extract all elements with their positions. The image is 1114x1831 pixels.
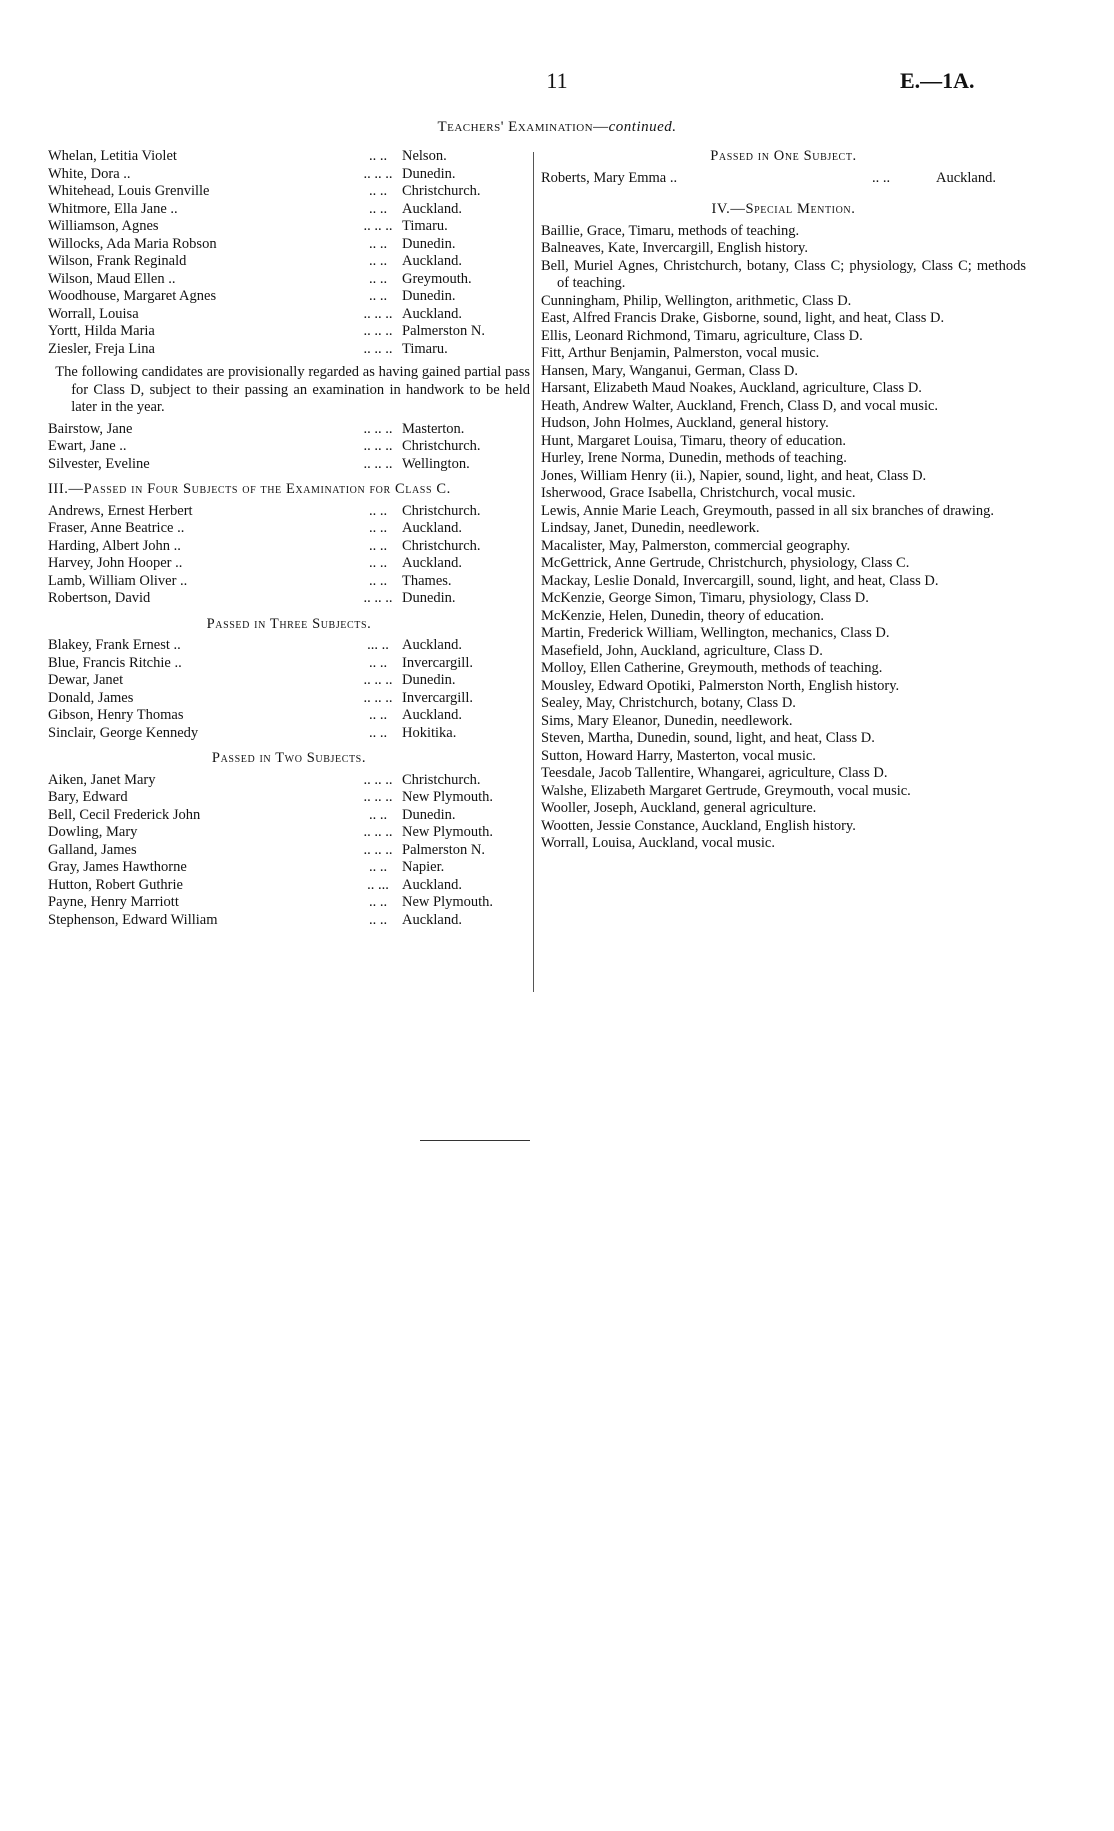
entry-leader: .. .. <box>368 707 388 723</box>
list-entry <box>48 503 530 521</box>
entry-name: Stephenson, Edward William <box>48 911 218 928</box>
list-entry <box>48 148 530 166</box>
entry-leader: .. .. .. <box>363 771 393 788</box>
column-divider <box>533 152 534 992</box>
special-mention-entry: Mousley, Edward Opotiki, Palmerston North, English history. <box>541 677 900 694</box>
special-mention-entry: McKenzie, George Simon, Timaru, physiology, Class D. <box>541 590 869 606</box>
list-entry <box>48 438 530 456</box>
special-mention-entry: Walshe, Elizabeth Margaret Gertrude, Greymouth, vocal music. <box>541 782 911 799</box>
list-entry <box>48 183 530 201</box>
entry-place: Auckland. <box>402 253 462 269</box>
entry-leader: .. .. <box>368 911 388 928</box>
entry-name: Williamson, Agnes <box>48 218 159 234</box>
entry-place: Christchurch. <box>402 502 481 519</box>
entry-leader: .. .. <box>368 724 388 741</box>
entry-place: Dunedin. <box>402 590 456 606</box>
list-entry <box>48 894 530 912</box>
entry-leader: .. .. <box>368 200 388 217</box>
entry-place: Christchurch. <box>402 771 481 788</box>
entry-place: Auckland. <box>402 305 462 322</box>
section-title-continued: continued. <box>608 119 677 135</box>
special-mention-entry: Jones, William Henry (ii.), Napier, sound, light, and heat, Class D. <box>541 467 927 484</box>
list-entry <box>48 725 530 743</box>
entry-leader: .. .. .. <box>363 590 393 606</box>
entry-place: Christchurch. <box>402 183 481 199</box>
entry-name: Bell, Cecil Frederick John <box>48 806 201 823</box>
entry-leader: ... .. <box>367 637 389 653</box>
special-mention-entry: Hunt, Margaret Louisa, Timaru, theory of education. <box>541 432 846 449</box>
entry-name: Harding, Albert John .. <box>48 537 181 554</box>
one-subject-heading: Passed in One Subject. <box>710 148 857 164</box>
entry-name: Whitmore, Ella Jane .. <box>48 200 178 217</box>
entry-leader: .. .. <box>368 502 388 519</box>
special-mention-entry: Sealey, May, Christchurch, botany, Class D. <box>541 695 796 711</box>
list-entry <box>48 789 530 807</box>
special-mention-entry: Sims, Mary Eleanor, Dunedin, needlework. <box>541 712 793 729</box>
page-number: 11 <box>546 68 568 93</box>
entry-name: Wilson, Maud Ellen .. <box>48 270 176 287</box>
special-mention-entry: Teesdale, Jacob Tallentire, Whangarei, agriculture, Class D. <box>541 765 888 781</box>
entry-name: Whelan, Letitia Violet <box>48 148 177 164</box>
entry-name: Whitehead, Louis Grenville <box>48 183 210 199</box>
entry-leader: .. .. <box>368 288 388 304</box>
partial-pass-list <box>48 421 530 474</box>
two-subjects-list <box>48 772 530 930</box>
list-entry <box>48 555 530 573</box>
entry-leader: .. .. <box>368 859 388 875</box>
entry-leader: .. .. .. <box>363 340 393 357</box>
entry-place: Dunedin. <box>402 288 456 304</box>
list-entry <box>48 253 530 271</box>
list-entry <box>48 573 530 591</box>
entry-leader: .. .. <box>368 806 388 823</box>
entry-name: Ewart, Jane .. <box>48 438 127 454</box>
special-mention-entry: Balneaves, Kate, Invercargill, English history. <box>541 240 808 256</box>
special-mention-entry: Baillie, Grace, Timaru, methods of teaching. <box>541 222 800 239</box>
special-mention-list <box>541 223 1026 853</box>
entry-name: Aiken, Janet Mary <box>48 771 156 788</box>
special-mention-entry: Hurley, Irene Norma, Dunedin, methods of teaching. <box>541 450 847 466</box>
entry-place: Dunedin. <box>402 165 456 182</box>
special-mention-entry: Fitt, Arthur Benjamin, Palmerston, vocal music. <box>541 345 820 361</box>
entry-place: Invercargill. <box>402 689 473 706</box>
list-entry <box>48 672 530 690</box>
entry-place: Auckland. <box>402 555 462 571</box>
special-mention-entry: Sutton, Howard Harry, Masterton, vocal music. <box>541 747 816 764</box>
list-entry <box>48 842 530 860</box>
entry-name: Andrews, Ernest Herbert <box>48 502 193 519</box>
special-mention-entry: Martin, Frederick William, Wellington, mechanics, Class D. <box>541 625 890 641</box>
entry-leader: .. .. <box>368 183 388 199</box>
entry-leader: .. .. .. <box>363 841 393 858</box>
entry-name: Roberts, Mary Emma .. <box>541 169 678 186</box>
left-column <box>48 148 530 929</box>
list-entry <box>48 323 530 341</box>
entry-place: Auckland. <box>402 200 462 217</box>
special-mention-entry: Ellis, Leonard Richmond, Timaru, agriculture, Class D. <box>541 327 863 344</box>
entry-leader: .. .. .. <box>363 455 393 472</box>
special-mention-entry: McGettrick, Anne Gertrude, Christchurch, physiology, Class C. <box>541 555 910 571</box>
document-code: E.—1A. <box>900 68 975 93</box>
entry-place: Masterton. <box>402 420 465 437</box>
entry-leader: .. .. .. <box>363 218 393 234</box>
list-entry <box>48 271 530 289</box>
entry-leader: .. .. <box>368 572 388 589</box>
entry-place: Auckland. <box>402 520 462 536</box>
list-entry <box>48 306 530 324</box>
special-mention-entry: Lindsay, Janet, Dunedin, needlework. <box>541 520 760 536</box>
list-entry <box>48 520 530 538</box>
three-subjects-heading: Passed in Three Subjects. <box>206 615 372 632</box>
entry-leader: .. .. <box>368 537 388 554</box>
entry-name: Woodhouse, Margaret Agnes <box>48 288 217 304</box>
special-mention-entry: McKenzie, Helen, Dunedin, theory of education. <box>541 607 825 624</box>
entry-place: Timaru. <box>402 340 448 357</box>
list-entry <box>48 201 530 219</box>
special-mention-entry: Hansen, Mary, Wanganui, German, Class D. <box>541 362 798 379</box>
four-subjects-list <box>48 503 530 608</box>
list-entry <box>48 590 530 608</box>
right-column <box>541 148 1026 853</box>
entry-place: New Plymouth. <box>402 824 494 840</box>
entry-name: Yortt, Hilda Maria <box>48 323 155 339</box>
special-mention-entry: Harsant, Elizabeth Maud Noakes, Auckland, agriculture, Class D. <box>541 380 922 396</box>
entry-leader: .. .. <box>368 148 388 164</box>
entry-leader: .. .. .. <box>363 165 393 182</box>
list-entry <box>48 456 530 474</box>
section-title-text: Teachers' Examination— <box>437 119 609 135</box>
special-mention-entry: Mackay, Leslie Donald, Invercargill, sound, light, and heat, Class D. <box>541 572 939 589</box>
entry-name: Blakey, Frank Ernest .. <box>48 637 181 653</box>
list-entry <box>48 637 530 655</box>
entry-name: Bairstow, Jane <box>48 420 133 437</box>
special-mention-entry: Wooller, Joseph, Auckland, general agriculture. <box>541 800 817 816</box>
entry-place: Thames. <box>402 572 452 589</box>
entry-leader: .. .. .. <box>363 789 393 805</box>
entry-place: Hokitika. <box>402 724 457 741</box>
entry-place: Auckland. <box>936 169 996 186</box>
one-subject-entry <box>541 170 1026 188</box>
entry-name: Fraser, Anne Beatrice .. <box>48 520 185 536</box>
special-mention-entry: Cunningham, Philip, Wellington, arithmetic, Class D. <box>541 292 852 309</box>
special-mention-entry: Lewis, Annie Marie Leach, Greymouth, passed in all six branches of drawing. <box>541 502 994 519</box>
list-entry <box>48 807 530 825</box>
entry-leader: .. ... <box>367 876 389 893</box>
four-subjects-heading: III.—Passed in Four Subjects of the Examination for Class C. <box>48 481 451 497</box>
two-subjects-heading: Passed in Two Subjects. <box>211 750 367 766</box>
entry-name: Hutton, Robert Guthrie <box>48 876 183 893</box>
entry-place: Christchurch. <box>402 438 481 454</box>
entry-leader: .. .. .. <box>363 323 393 339</box>
special-mention-entry: Masefield, John, Auckland, agriculture, Class D. <box>541 642 823 659</box>
entry-name: Worrall, Louisa <box>48 305 139 322</box>
entry-name: Dewar, Janet <box>48 672 124 688</box>
entry-leader: .. .. <box>368 253 388 269</box>
entry-place: Palmerston N. <box>402 841 485 858</box>
list-entry <box>48 655 530 673</box>
entry-leader: .. .. <box>368 555 388 571</box>
list-entry <box>48 707 530 725</box>
entry-leader: .. .. .. <box>363 689 393 706</box>
special-mention-entry: Worrall, Louisa, Auckland, vocal music. <box>541 835 775 851</box>
entry-leader: .. .. <box>368 270 388 287</box>
entry-place: Auckland. <box>402 911 462 928</box>
end-rule <box>420 1140 530 1141</box>
entry-place: Greymouth. <box>402 270 472 287</box>
list-entry <box>48 824 530 842</box>
list-entry <box>48 538 530 556</box>
entry-leader: .. .. <box>368 654 388 671</box>
entry-name: Donald, James <box>48 689 134 706</box>
entry-leader: .. .. .. <box>363 420 393 437</box>
special-mention-entry: Steven, Martha, Dunedin, sound, light, and heat, Class D. <box>541 730 875 746</box>
entry-place: Nelson. <box>402 148 447 164</box>
entry-name: Galland, James <box>48 841 137 858</box>
entry-place: Dunedin. <box>402 235 456 252</box>
entry-name: Sinclair, George Kennedy <box>48 724 199 741</box>
entry-name: Bary, Edward <box>48 789 128 805</box>
special-mention-entry: Isherwood, Grace Isabella, Christchurch, vocal music. <box>541 485 856 501</box>
list-entry <box>48 341 530 359</box>
entry-place: Wellington. <box>402 455 470 472</box>
entry-place: Auckland. <box>402 637 462 653</box>
entry-place: Napier. <box>402 859 445 875</box>
special-mention-entry: Molloy, Ellen Catherine, Greymouth, methods of teaching. <box>541 660 883 676</box>
entry-name: Payne, Henry Marriott <box>48 894 179 910</box>
three-subjects-list <box>48 637 530 742</box>
entry-name: Lamb, William Oliver .. <box>48 572 188 589</box>
partial-pass-note: The following candidates are provisionally regarded as having gained partial pass for Class D, subject to their passing an examination in handwork to be held later in the year. <box>55 364 530 415</box>
entry-name: White, Dora .. <box>48 165 131 182</box>
entry-place: Dunedin. <box>402 672 456 688</box>
entry-place: New Plymouth. <box>402 789 494 805</box>
entry-place: Timaru. <box>402 218 448 234</box>
entry-name: Wilson, Frank Reginald <box>48 253 187 269</box>
entry-leader: .. .. <box>871 169 891 186</box>
entry-place: New Plymouth. <box>402 894 494 910</box>
entry-name: Robertson, David <box>48 590 151 606</box>
list-entry <box>48 690 530 708</box>
special-mention-entry: Wootten, Jessie Constance, Auckland, English history. <box>541 817 856 834</box>
entry-name: Harvey, John Hooper .. <box>48 555 183 571</box>
entry-name: Dowling, Mary <box>48 824 138 840</box>
special-mention-heading: IV.—Special Mention. <box>711 201 856 217</box>
list-entry <box>48 288 530 306</box>
entry-leader: .. .. .. <box>363 824 393 840</box>
entry-name: Silvester, Eveline <box>48 455 150 472</box>
entry-name: Gibson, Henry Thomas <box>48 707 184 723</box>
list-entry <box>48 236 530 254</box>
special-mention-entry: East, Alfred Francis Drake, Gisborne, sound, light, and heat, Class D. <box>541 310 945 326</box>
special-mention-entry: Bell, Muriel Agnes, Christchurch, botany, Class C; physiology, Class C; methods of teaching. <box>541 257 1026 291</box>
entry-name: Willocks, Ada Maria Robson <box>48 235 217 252</box>
entry-place: Christchurch. <box>402 537 481 554</box>
entry-place: Auckland. <box>402 707 462 723</box>
list-entry <box>48 421 530 439</box>
entry-place: Invercargill. <box>402 654 473 671</box>
continued-list <box>48 148 530 358</box>
section-title <box>0 119 1114 136</box>
list-entry <box>48 166 530 184</box>
entry-leader: .. .. .. <box>363 672 393 688</box>
list-entry <box>48 772 530 790</box>
entry-name: Gray, James Hawthorne <box>48 859 187 875</box>
entry-place: Auckland. <box>402 876 462 893</box>
list-entry <box>48 218 530 236</box>
list-entry <box>48 912 530 930</box>
entry-place: Palmerston N. <box>402 323 485 339</box>
entry-leader: .. .. <box>368 235 388 252</box>
list-entry <box>48 859 530 877</box>
entry-leader: .. .. <box>368 894 388 910</box>
entry-leader: .. .. .. <box>363 305 393 322</box>
special-mention-entry: Macalister, May, Palmerston, commercial geography. <box>541 537 851 554</box>
list-entry <box>48 877 530 895</box>
special-mention-entry: Hudson, John Holmes, Auckland, general history. <box>541 415 829 431</box>
entry-name: Ziesler, Freja Lina <box>48 340 155 357</box>
special-mention-entry: Heath, Andrew Walter, Auckland, French, Class D, and vocal music. <box>541 397 939 414</box>
entry-name: Blue, Francis Ritchie .. <box>48 654 182 671</box>
entry-place: Dunedin. <box>402 806 456 823</box>
entry-leader: .. .. .. <box>363 438 393 454</box>
entry-leader: .. .. <box>368 520 388 536</box>
